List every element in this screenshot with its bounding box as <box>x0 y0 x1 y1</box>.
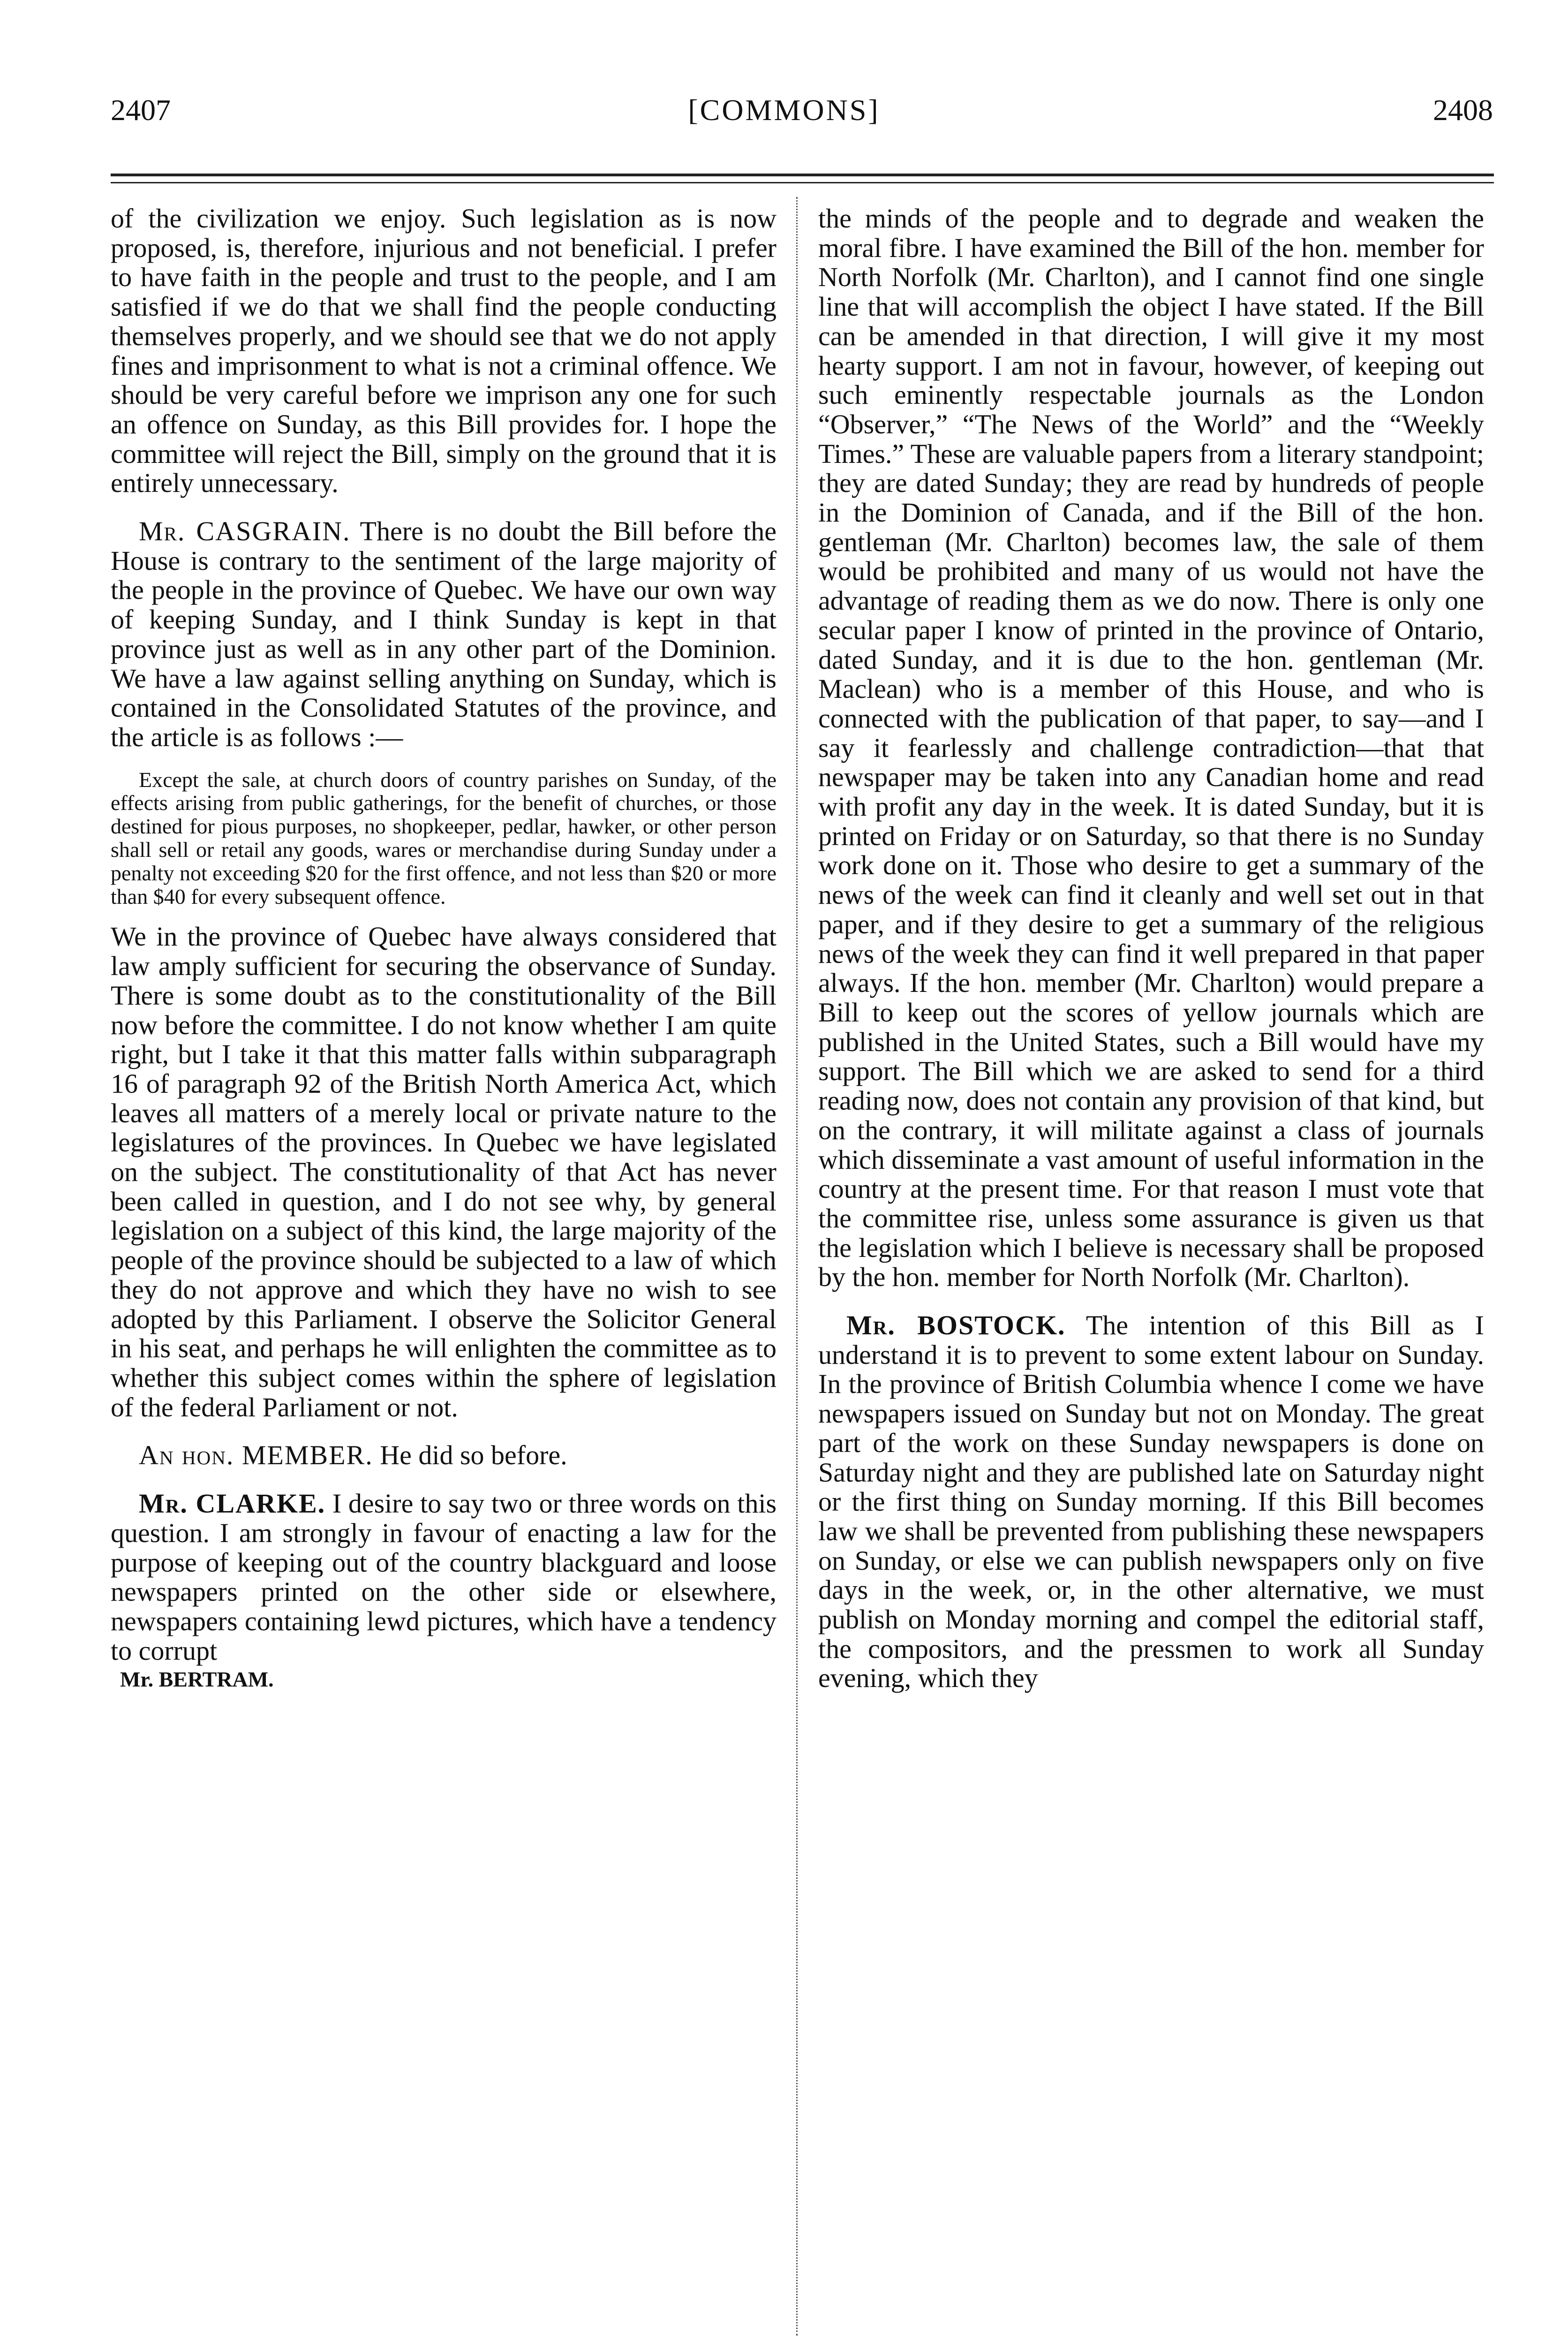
paragraph <box>111 1441 776 1470</box>
speech-text: The intention of this Bill as I understand it is to prevent to some extent labour on Sunday. In the province of British Columbia whence I come we have newspapers issued on Sunday but not on Monday. The great part of the work on these Sunday newspapers is done on Saturday night and they are published late on Saturday night or the first thing on Sunday morning. If this Bill becomes law we shall be prevented from publishing these newspapers on Sunday, or else we can publish newspapers only on five days in the week, or, in the other alternative, we must publish on Monday morning and compel the editorial staff, the compositors, and the pressmen to work all Sunday evening, which they <box>818 1310 1484 1694</box>
speaker-name: An hon. MEMBER. <box>139 1440 373 1471</box>
speaker-name: Mr. CASGRAIN. <box>139 516 351 547</box>
left-column <box>111 204 776 2343</box>
column-divider <box>796 197 799 2336</box>
page-signature: Mr. BERTRAM. <box>120 1667 274 1692</box>
page-title: [COMMONS] <box>688 93 880 127</box>
right-column <box>818 204 1484 2343</box>
header-rule-thin <box>111 182 1494 183</box>
speech-text: There is no doubt the Bill before the House is contrary to the sentiment of the large majority of the people in the province of Quebec. We have our own way of keeping Sunday, and I think Sunday is kept in that province just as well as in any other part of the Dominion. We have a law against selling anything on Sunday, which is contained in the Consolidated Statutes of the province, and the article is as follows :— <box>111 516 776 752</box>
speaker-name: Mr. CLARKE. <box>139 1488 326 1519</box>
header-rule <box>111 174 1494 176</box>
paragraph: of the civilization we enjoy. Such legislation as is now proposed, is, therefore, injurious and not beneficial. I prefer to have faith in the people and trust to the people, and I am satisfied if we do that we shall find the people conducting themselves properly, and we should see that we do not apply fines and imprisonment to what is not a criminal offence. We should be very careful before we imprison any one for such an offence on Sunday, as this Bill provides for. I hope the committee will reject the Bill, simply on the ground that it is entirely unnecessary. <box>111 204 776 499</box>
page-number-left: 2407 <box>111 93 171 127</box>
paragraph <box>111 1489 776 1665</box>
speech-text: I desire to say two or three words on this question. I am strongly in favour of enacting a law for the purpose of keeping out of the country blackguard and loose newspapers printed on the other side or elsewhere, newspapers containing lewd pictures, which have a tendency to corrupt <box>111 1488 776 1666</box>
speaker-name: Mr. BOSTOCK. <box>846 1310 1066 1341</box>
paragraph: We in the province of Quebec have always considered that law amply sufficient for securing the observance of Sunday. There is some doubt as to the constitutionality of the Bill now before the committee. I do not know whether I am quite right, but I take it that this matter falls within subparagraph 16 of paragraph 92 of the British North America Act, which leaves all matters of a merely local or private nature to the legislatures of the provinces. In Quebec we have legislated on the subject. The constitutionality of that Act has never been called in question, and I do not see why, by general legislation on a subject of this kind, the large majority of the people of the province should be subjected to a law of which they do not approve and which they have no wish to see adopted by this Parliament. I observe the Solicitor General in his seat, and perhaps he will enlighten the committee as to whether this subject comes within the sphere of legislation of the federal Parliament or not. <box>111 921 776 1422</box>
quoted-statute: Except the sale, at church doors of country parishes on Sunday, of the effects arising from public gatherings, for the benefit of churches, or those destined for pious purposes, no shopkeeper, pedlar, hawker, or other person shall sell or retail any goods, wares or merchandise during Sunday under a penalty not exceeding $20 for the first offence, and not less than $20 or more than $40 for every subsequent offence. <box>111 767 776 908</box>
paragraph <box>818 1311 1484 1693</box>
paragraph <box>111 517 776 752</box>
paragraph: the minds of the people and to degrade and weaken the moral fibre. I have examined the Bill of the hon. member for North Norfolk (Mr. Charlton), and I cannot find one single line that will accomplish the object I have stated. If the Bill can be amended in that direction, I will give it my most hearty support. I am not in favour, however, of keeping out such eminently respectable journals as the London “Observer,” “The News of the World” and the “Weekly Times.” These are valuable papers from a literary standpoint; they are dated Sunday; they are read by hundreds of people in the Dominion of Canada, and if the Bill of the hon. gentleman (Mr. Charlton) becomes law, the sale of them would be prohibited and many of us would not have the advantage of reading them as we do now. There is only one secular paper I know of printed in the province of Ontario, dated Sunday, and it is due to the hon. gentleman (Mr. Maclean) who is a member of this House, and who is connected with the publication of that paper, to say—and I say it fearlessly and challenge contradiction—that that newspaper may be taken into any Canadian home and read with profit any day in the week. It is dated Sunday, but it is printed on Friday or on Saturday, so that there is no Sunday work done on it. Those who desire to get a summary of the news of the week can find it cleanly and well set out in that paper, and if they desire to get a summary of the religious news of the week they can find it well prepared in that paper always. If the hon. member (Mr. Charlton) would prepare a Bill to keep out the scores of yellow journals which are published in the United States, such a Bill would have my support. The Bill which we are asked to send for a third reading now, does not contain any provision of that kind, but on the contrary, it will militate against a class of journals which disseminate a vast amount of useful information in the country at the present time. For that reason I must vote that the committee rise, unless some assurance is given us that the legislation which I believe is necessary shall be proposed by the hon. member for North Norfolk (Mr. Charlton). <box>818 204 1484 1293</box>
speech-text: He did so before. <box>380 1440 567 1471</box>
page-number-right: 2408 <box>1433 93 1493 127</box>
